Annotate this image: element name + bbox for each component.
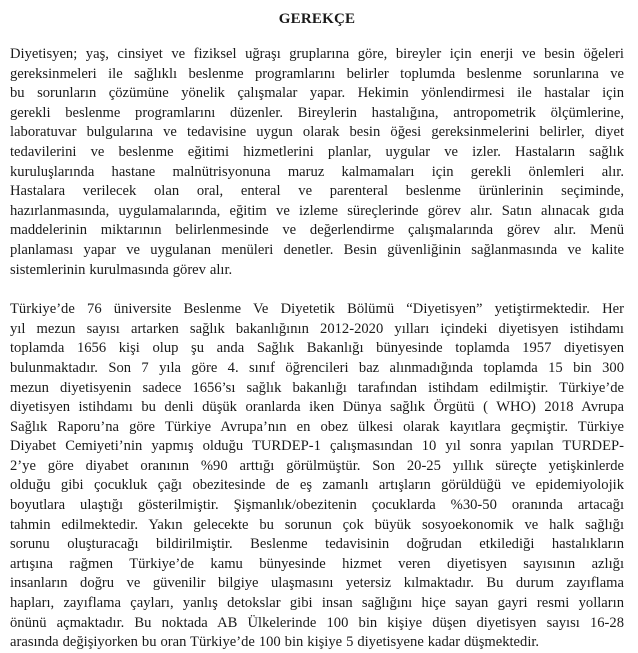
text-line: kuruluşlarında hastane malnütrisyonuna maruz kalmamaları için gerekli önlemleri alır. xyxy=(10,163,624,180)
text-line: bulunmaktadır. Son 7 yıla göre 4. sınıf öğrencileri baz alınmadığında toplamda 15 bin 300 xyxy=(10,359,624,376)
text-line: maddelerinin miktarının belirlenmesinde ve değerlendirme çalışmalarında görev alır. Menü xyxy=(10,222,624,239)
text-line: Türkiye’de 76 üniversite Beslenme Ve Diyetetik Bölümü “Diyetisyen” yetiştirmektedir. Her xyxy=(10,301,624,318)
text-line: 2’ye göre diyabet oranının %90 arttığı görülmüştür. Son 20-25 yıllık süreçte yetişkinlerde xyxy=(10,457,624,474)
text-line: gerekli beslenme programlarını düzenler. Bireylerin hastalığına, antropometrik ölçümlerine, xyxy=(10,104,624,121)
text-line: arasında değişiyorken bu oran Türkiye’de 100 bin kişiye 5 diyetisyene kadar düşmektedir. xyxy=(10,634,540,651)
text-line: olduğu gibi çocukluk çağı obezitesinde de eş zamanlı artışların görüldüğü ve epidemiyolojik xyxy=(10,477,624,494)
text-line: artışına rağmen Türkiye’de kamu bünyesinde hizmet veren diyetisyen sayısının azlığı xyxy=(10,555,624,572)
text-line: Sağlık Raporu’na göre Türkiye Avrupa’nın en obez ülkesi olarak kayıtlara geçmiştir. Türkiye xyxy=(10,418,624,435)
text-line: tahmin edilmektedir. Yakın gelecekte bu sorunun çok büyük sosyoekonomik ve halk sağlığı xyxy=(10,516,624,533)
text-line: Diyetisyen; yaş, cinsiyet ve fiziksel uğraşı gruplarına göre, bireyler için enerji ve besin öğeleri xyxy=(10,46,624,62)
paragraph-spacer xyxy=(10,280,624,300)
text-line: boyutlara ulaştığı gösterilmiştir. Şişmanlık/obezitenin çocuklarda %30-50 oranında artacağı xyxy=(10,497,624,514)
text-line: mezun diyetisyenin sadece 1656’sı sağlık bakanlığı tarafından istihdam edilmiştir. Türkiye’de xyxy=(10,379,624,396)
text-line: laboratuvar bulgularına ve tedavisine uygun olarak besin öğesi gereksinmelerini belirler, diyet xyxy=(10,124,624,141)
paragraph-turkey-statistics xyxy=(10,300,624,653)
text-line: yıl mezun sayısı artarken sağlık bakanlığının 2012-2020 yılları içindeki diyetisyen istihdamı xyxy=(10,320,624,337)
text-line: planlaması yapar ve uygulanan menüleri denetler. Besin güvenliğinin sağlanmasında ve kalite xyxy=(10,241,624,258)
text-line: Diyabet Cemiyeti’nin yapmış olduğu TURDEP-1 çalışmasından 10 yıl sonra yapılan TURDEP- xyxy=(10,438,624,455)
text-line: bu sorunların çözümüne yönelik çalışmalar yapar. Hekimin yönlendirmesi ile hastalar için xyxy=(10,85,624,102)
text-line: insanların doğru ve güvenilir bilgiye ulaşmasını yetersiz kılmaktadır. Bu durum zayıflama xyxy=(10,575,624,592)
text-line: sorunu oluşturacağı bildirilmiştir. Beslenme tedavisinin doğrudan etkilediği hastalıkların xyxy=(10,536,624,553)
text-line: hapları, zayıflama çayları, yanlış detokslar gibi insan sağlığını hiçe sayan gayri resmi yolların xyxy=(10,595,624,612)
text-line: önünü açmaktadır. Bu noktada AB Ülkelerinde 100 bin kişiye düşen diyetisyen sayısı 16-28 xyxy=(10,614,624,631)
text-line: sistemlerinin kurulmasında görev alır. xyxy=(10,261,233,278)
paragraph-dietitian-role xyxy=(10,45,624,280)
text-line: toplamda 1656 kişi olup şu anda Sağlık Bakanlığı bünyesinde toplamda 1957 diyetisyen xyxy=(10,340,624,357)
document-title: GEREKÇE xyxy=(278,11,356,27)
text-line: Hastalara verilecek olan oral, enteral ve parenteral beslenme ürünlerinin seçiminde, xyxy=(10,183,624,200)
text-line: diyetisyen istihdamı bu denli düşük oranlarda iken Dünya sağlık Örgütü ( WHO) 2018 Avrupa xyxy=(10,399,624,416)
text-line: tedavilerini ve beslenme eğitimi hizmetlerini planlar, uygular ve izler. Hastaların sağlık xyxy=(10,143,624,160)
text-line: gereksinmeleri ile sağlıklı beslenme programlarını belirler toplumda beslenme sorunlarına ve xyxy=(10,65,624,82)
text-line: hazırlanmasında, uygulamalarında, eğitim ve izleme süreçlerinde görev alır. Satın alınacak gıda xyxy=(10,202,624,219)
